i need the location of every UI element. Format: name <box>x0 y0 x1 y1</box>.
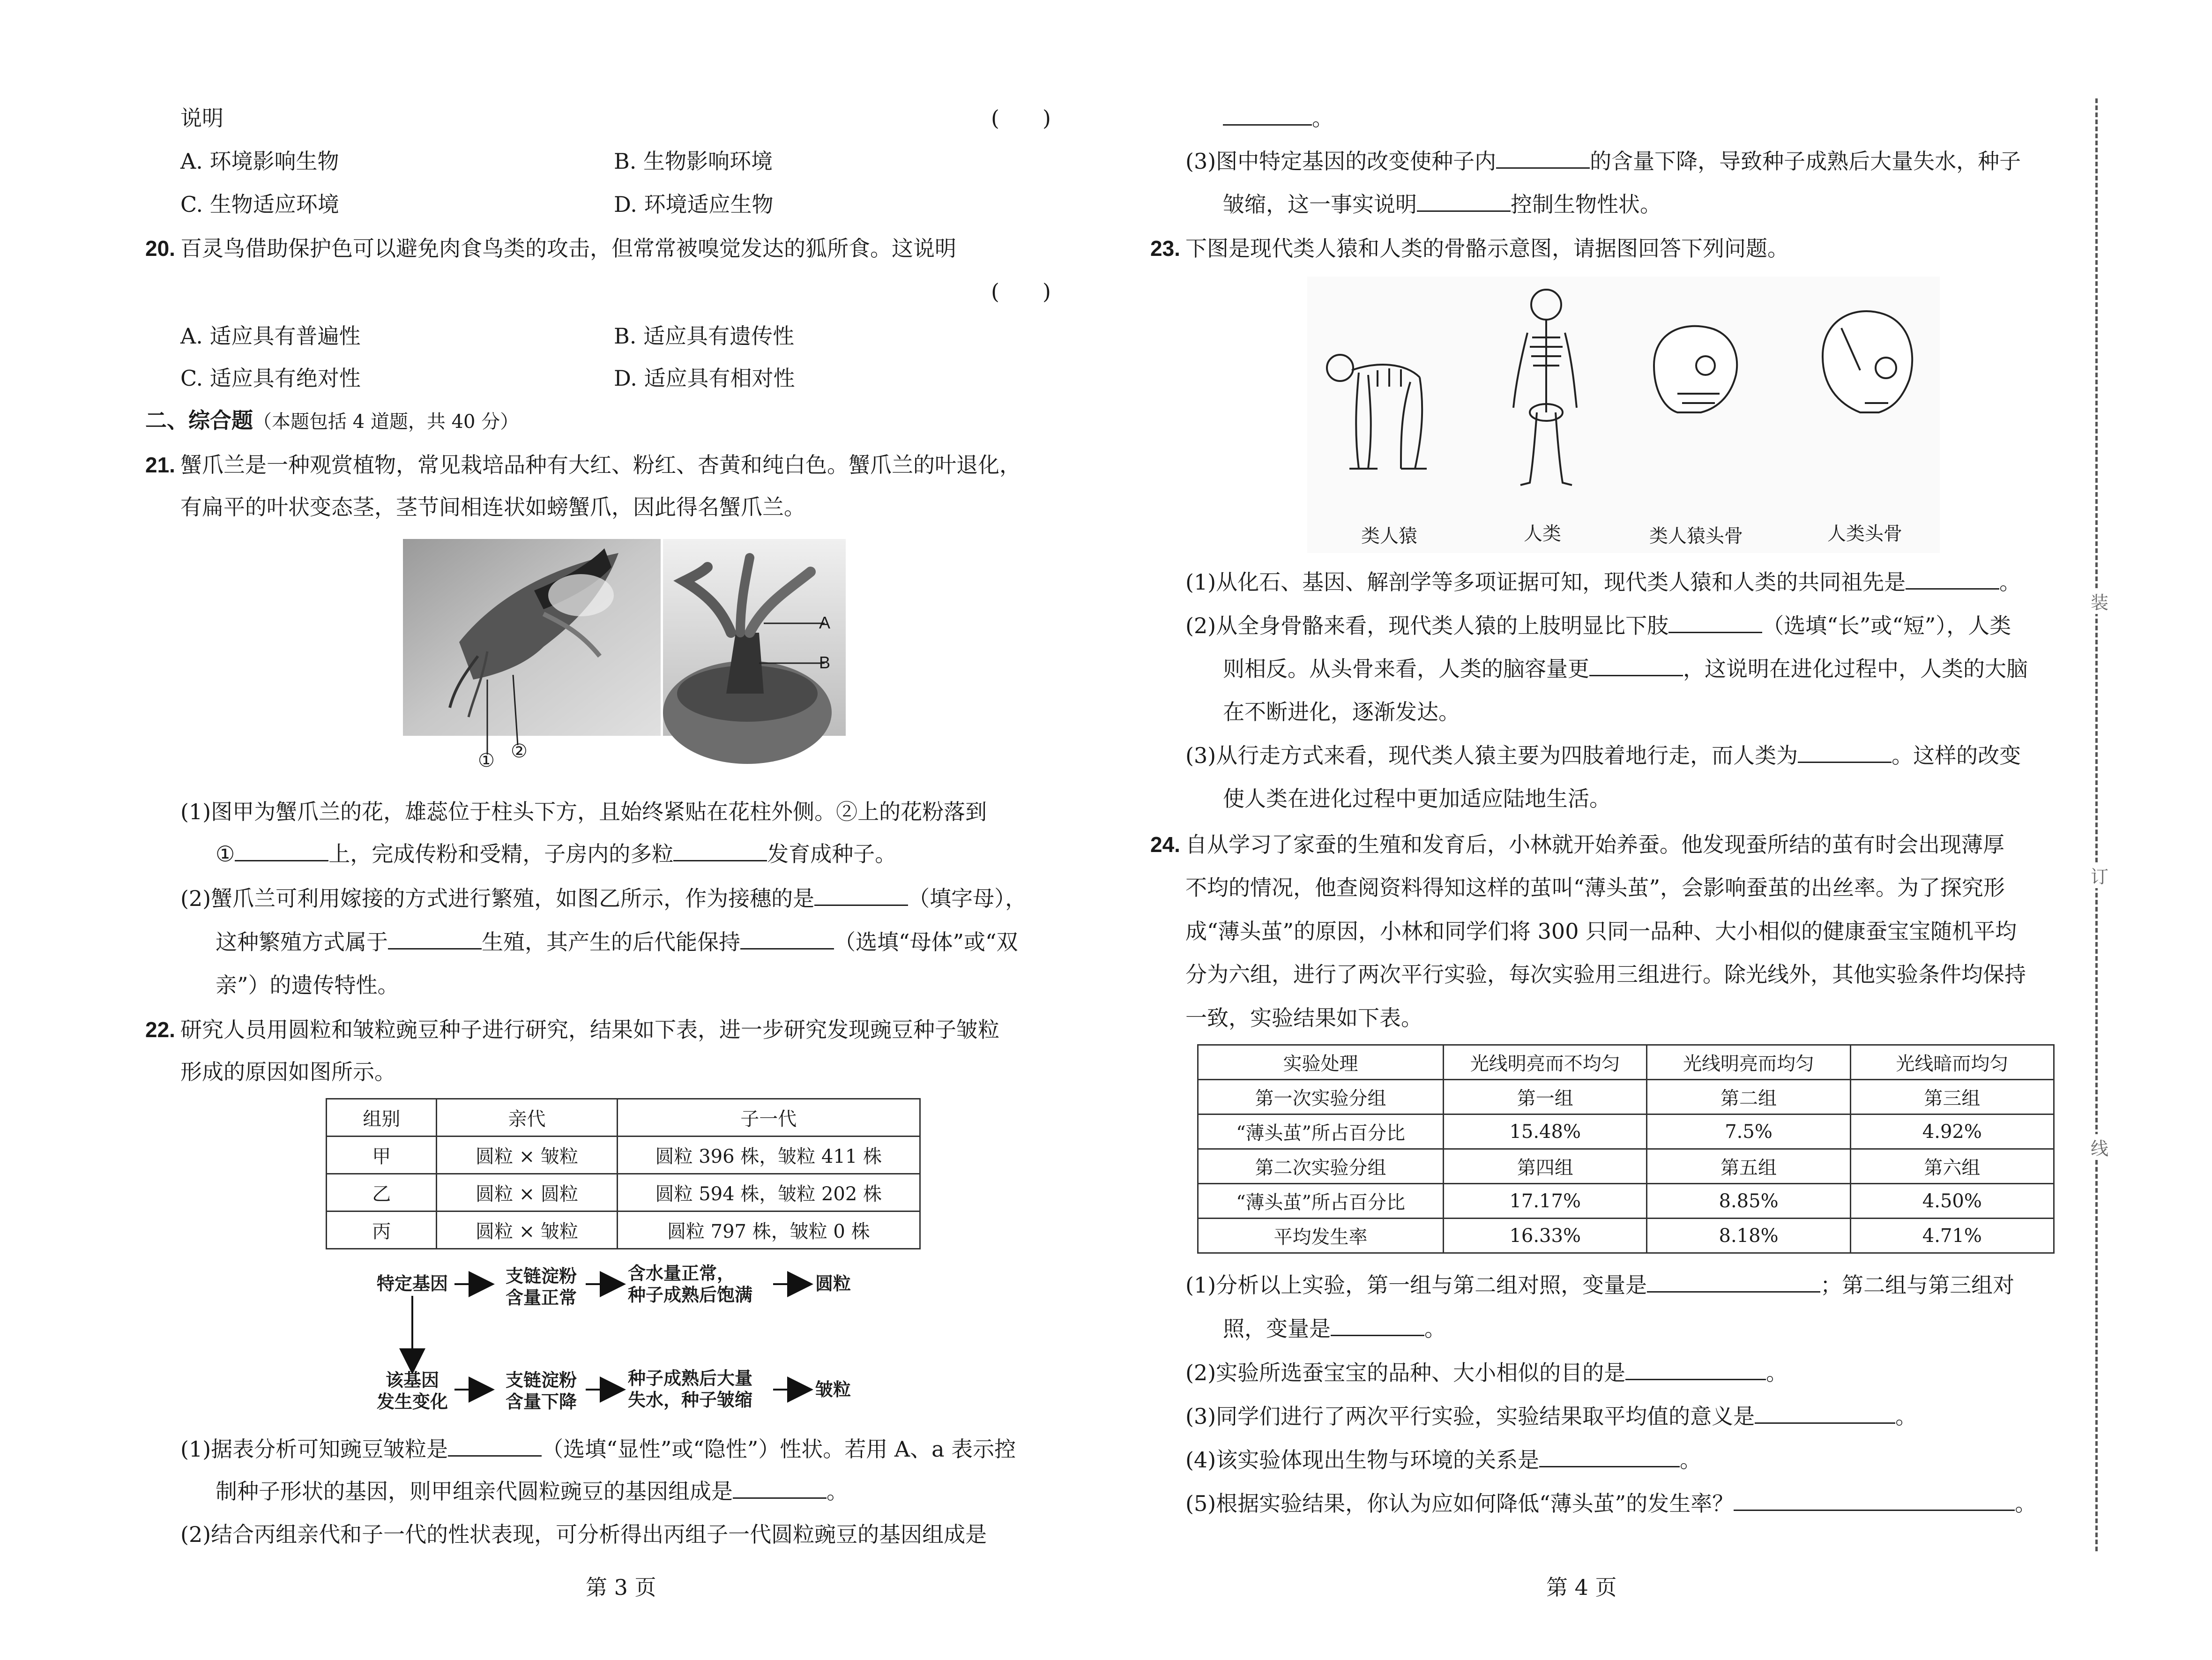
q20-number: 20. <box>145 236 175 261</box>
fig-label-one: ① <box>478 750 495 771</box>
q22-header-group: 组别 <box>327 1099 437 1137</box>
q23-p2-c: 则相反。从头骨来看，人类的脑容量更 <box>1223 656 1589 681</box>
ape-skull <box>1654 326 1737 412</box>
q21-blank-3[interactable] <box>814 900 908 906</box>
flow-amylose-normal-2: 含量正常 <box>505 1287 577 1308</box>
q21-stem-line2: 有扁平的叶状变态茎，茎节间相连状如螃蟹爪，因此得名蟹爪兰。 <box>180 494 805 520</box>
q22-part1-line2 <box>216 1476 848 1506</box>
flow-amylose-normal-1: 支链淀粉 <box>505 1266 577 1286</box>
q23-part2-line3: 在不断进化，逐渐发达。 <box>1223 699 1460 725</box>
binding-dashed-line <box>2095 98 2098 1551</box>
q22-cell: 丙 <box>327 1211 437 1249</box>
caption-ape-skull: 类人猿头骨 <box>1649 525 1743 547</box>
flow-water-normal <box>628 1263 773 1306</box>
q24-table-header <box>1198 1045 2054 1080</box>
q23-blank-4[interactable] <box>1798 757 1892 763</box>
human-skeleton <box>1513 290 1577 485</box>
flow-amylose-normal <box>497 1265 586 1309</box>
q24-cell: 4.50% <box>1850 1184 2054 1219</box>
q22-table <box>326 1098 921 1249</box>
section2-heading <box>145 405 519 437</box>
q22-p1-d: 。 <box>827 1479 848 1504</box>
q24-p3-b: 。 <box>1895 1404 1917 1429</box>
q21-blank-5[interactable] <box>740 943 834 950</box>
q20-option-a: A. 适应具有普遍性 <box>180 323 361 349</box>
crab-cactus-illustration <box>403 539 846 771</box>
q22-p1-b: （选填“显性”或“隐性”）性状。若用 A、a 表示控 <box>542 1436 1016 1462</box>
q24-p5-a: (5)根据实验结果，你认为应如何降低“薄头茧”的发生率？ <box>1185 1491 1734 1516</box>
q21-p1-b: 上，完成传粉和受精，子房内的多粒 <box>328 841 674 867</box>
q24-cell: 第二次实验分组 <box>1198 1149 1444 1184</box>
q21-number: 21. <box>145 453 175 477</box>
fig-label-two: ② <box>511 740 528 762</box>
q22-part3-line1 <box>1185 146 2021 176</box>
q22-blank-5[interactable] <box>1417 206 1511 212</box>
q22-blank-1[interactable] <box>448 1451 542 1457</box>
human-skull <box>1823 311 1912 412</box>
q20-stem: 百灵鸟借助保护色可以避免肉食鸟类的攻击，但常常被嗅觉发达的狐所食。这说明 <box>180 236 956 261</box>
q21-p2-e: （选填“母体”或“双 <box>834 929 1018 955</box>
q21-blank-4[interactable] <box>388 943 482 950</box>
flow-water-loss-2: 失水，种子皱缩 <box>628 1390 753 1410</box>
table-row <box>1198 1219 2054 1253</box>
q24-part5 <box>1185 1488 2036 1518</box>
q24-blank-1[interactable] <box>1647 1286 1820 1293</box>
q24-cell: 8.18% <box>1647 1219 1850 1253</box>
q22-blank-2[interactable] <box>733 1493 827 1499</box>
flow-gene-changed <box>370 1369 454 1413</box>
skeleton-illustration <box>1307 277 1940 553</box>
q24-number: 24. <box>1150 832 1180 857</box>
caption-human: 人类 <box>1524 523 1561 545</box>
q23-p3-a: (3)从行走方式来看，现代类人猿主要为四肢着地行走，而人类为 <box>1185 743 1798 768</box>
q22-cell: 甲 <box>327 1137 437 1174</box>
q21-part2-line2 <box>216 927 1018 957</box>
q20-option-c: C. 适应具有绝对性 <box>180 366 361 391</box>
q24-cell: 16.33% <box>1444 1219 1647 1253</box>
q23-blank-2[interactable] <box>1668 627 1762 633</box>
q22-stem-line2: 形成的原因如图所示。 <box>180 1059 396 1084</box>
q24-cell: 第三组 <box>1850 1080 2054 1114</box>
q24-cell: 17.17% <box>1444 1184 1647 1219</box>
q24-p1-c: 照，变量是 <box>1223 1316 1331 1341</box>
q21-p2-c: 这种繁殖方式属于 <box>216 929 388 955</box>
q21-p1-a: ① <box>216 841 235 867</box>
binding-mark-3: 线 <box>2091 1134 2108 1160</box>
page-number-left: 第 3 页 <box>586 1575 656 1600</box>
q20-option-b: B. 适应具有遗传性 <box>614 323 795 349</box>
flow-gene: 特定基因 <box>376 1273 448 1294</box>
table-row <box>327 1137 920 1174</box>
flow-water-normal-1: 含水量正常， <box>628 1263 735 1284</box>
q23-number: 23. <box>1150 236 1180 261</box>
q24-p3-a: (3)同学们进行了两次平行实验，实验结果取平均值的意义是 <box>1185 1404 1755 1429</box>
q22-cell: 圆粒 × 皱粒 <box>437 1137 617 1174</box>
q22-table-header <box>327 1099 920 1137</box>
q23-p2-a: (2)从全身骨骼来看，现代类人猿的上肢明显比下肢 <box>1185 613 1669 638</box>
q23-part3-line2: 使人类在进化过程中更加适应陆地生活。 <box>1223 786 1611 811</box>
q24-cell: 第一次实验分组 <box>1198 1080 1444 1114</box>
q22-cell: 圆粒 396 株，皱粒 411 株 <box>617 1137 920 1174</box>
table-row <box>1198 1114 2054 1149</box>
q24-part1-line1 <box>1185 1270 2014 1300</box>
table-row <box>1198 1080 2054 1114</box>
q22-stem-line1: 研究人员用圆粒和皱粒豌豆种子进行研究，结果如下表，进一步研究发现豌豆种子皱粒 <box>180 1017 999 1042</box>
q24-stem-line4: 分为六组，进行了两次平行实验，每次实验用三组进行。除光线外，其他实验条件均保持 <box>1185 962 2026 987</box>
q24-stem-line1: 自从学习了家蚕的生殖和发育后，小林就开始养蚕。他发现蚕所结的茧有时会出现薄厚 <box>1185 832 2004 857</box>
q24-blank-4[interactable] <box>1755 1418 1895 1424</box>
table-row <box>327 1174 920 1211</box>
q24-cell: 8.85% <box>1647 1184 1850 1219</box>
fig-label-a: A <box>819 613 831 632</box>
q19-option-d: D. 环境适应生物 <box>614 192 774 217</box>
q21-p2-d: 生殖，其产生的后代能保持 <box>482 929 740 955</box>
q24-header-bright-uneven: 光线明亮而不均匀 <box>1444 1045 1647 1080</box>
flow-amylose-low-1: 支链淀粉 <box>505 1370 577 1391</box>
q19-option-a: A. 环境影响生物 <box>180 149 339 174</box>
q22-cell: 圆粒 × 圆粒 <box>437 1174 617 1211</box>
section2-title: 二、综合题 <box>145 408 253 433</box>
q22-p3-c: 皱缩，这一事实说明 <box>1223 192 1417 217</box>
q22-part3-line2 <box>1223 189 1661 219</box>
section2-note: （本题包括 4 道题，共 40 分） <box>253 411 519 433</box>
q22-cell: 圆粒 594 株，皱粒 202 株 <box>617 1174 920 1211</box>
q24-stem-line2: 不均的情况，他查阅资料得知这样的茧叫“薄头茧”，会影响蚕茧的出丝率。为了探究形 <box>1185 875 2005 900</box>
q23-blank-1[interactable] <box>1906 583 1999 590</box>
skeleton-figure <box>1307 277 1940 553</box>
q24-p4-a: (4)该实验体现出生物与环境的关系是 <box>1185 1447 1540 1473</box>
q24-blank-2[interactable] <box>1331 1330 1424 1336</box>
q23-part3-line1 <box>1185 740 2021 770</box>
q22-part1-line1 <box>180 1434 1016 1464</box>
page-number-right: 第 4 页 <box>1546 1575 1617 1600</box>
q24-cell: 第六组 <box>1850 1149 2054 1184</box>
q24-p1-a: (1)分析以上实验，第一组与第二组对照，变量是 <box>1185 1272 1647 1298</box>
q24-p2-a: (2)实验所选蚕宝宝的品种、大小相似的目的是 <box>1185 1360 1626 1385</box>
q22-p1-a: (1)据表分析可知豌豆皱粒是 <box>180 1436 448 1462</box>
caption-ape: 类人猿 <box>1361 525 1417 547</box>
q22-p3-d: 控制生物性状。 <box>1511 192 1661 217</box>
q20-answer-paren: ( ) <box>991 279 1051 304</box>
q24-cell: 4.92% <box>1850 1114 2054 1149</box>
q22-part2-line2 <box>1223 103 1333 133</box>
q24-cell: 第四组 <box>1444 1149 1647 1184</box>
q24-stem-line5: 一致，实验结果如下表。 <box>1185 1005 1423 1031</box>
q24-p1-b: ；第二组与第三组对 <box>1820 1272 2015 1298</box>
flow-water-loss-1: 种子成熟后大量 <box>628 1368 753 1389</box>
q24-table <box>1197 1044 2055 1254</box>
q24-cell: 7.5% <box>1647 1114 1850 1149</box>
flow-amylose-low <box>497 1369 586 1413</box>
q24-part2 <box>1185 1358 1787 1388</box>
q24-part4 <box>1185 1445 1701 1475</box>
binding-mark-2: 订 <box>2091 862 2108 888</box>
q22-blank-3[interactable] <box>1223 120 1312 126</box>
flow-wrinkled: 皱粒 <box>815 1379 851 1400</box>
q22-cont-end: 。 <box>1312 105 1333 131</box>
q21-part2-line3: 亲”）的遗传特性。 <box>216 972 399 998</box>
ape-skeleton <box>1327 355 1427 469</box>
q22-blank-4[interactable] <box>1496 163 1590 169</box>
q21-stem-line1: 蟹爪兰是一种观赏植物，常见栽培品种有大红、粉红、杏黄和纯白色。蟹爪兰的叶退化， <box>180 452 1021 478</box>
q24-blank-5[interactable] <box>1539 1461 1680 1467</box>
q20-option-d: D. 适应具有相对性 <box>614 366 795 391</box>
table-row <box>1198 1184 2054 1219</box>
q24-part3 <box>1185 1401 1917 1431</box>
q24-cell: 第一组 <box>1444 1080 1647 1114</box>
q21-part2-line1 <box>180 883 1027 913</box>
q24-p5-b: 。 <box>2015 1491 2037 1516</box>
q24-cell: “薄头茧”所占百分比 <box>1198 1114 1444 1149</box>
q24-header-dark-even: 光线暗而均匀 <box>1850 1045 2054 1080</box>
q22-p3-a: (3)图中特定基因的改变使种子内 <box>1185 149 1497 174</box>
flow-water-loss <box>628 1368 773 1411</box>
q21-part1-line1: (1)图甲为蟹爪兰的花，雄蕊位于柱头下方，且始终紧贴在花柱外侧。②上的花粉落到 <box>180 799 987 824</box>
q23-p1-b: 。 <box>1999 569 2021 595</box>
q21-part1-line2 <box>216 839 896 869</box>
q24-p2-b: 。 <box>1766 1360 1788 1385</box>
gene-flow-diagram <box>370 1265 886 1434</box>
q23-p2-d: ，这说明在进化过程中，人类的大脑 <box>1683 656 2028 681</box>
q22-cell: 圆粒 × 皱粒 <box>437 1211 617 1249</box>
q24-p4-b: 。 <box>1680 1447 1702 1473</box>
q21-blank-2[interactable] <box>673 855 767 861</box>
q21-p1-c: 发育成种子。 <box>767 841 897 867</box>
flow-round: 圆粒 <box>815 1273 851 1294</box>
q23-stem: 下图是现代类人猿和人类的骨骼示意图，请据图回答下列问题。 <box>1185 236 1789 261</box>
crab-cactus-figure <box>403 539 846 771</box>
q21-p2-b: （填字母）， <box>908 886 1027 911</box>
q24-header-bright-even: 光线明亮而均匀 <box>1647 1045 1850 1080</box>
flow-gene-changed-2: 发生变化 <box>376 1391 448 1412</box>
fig-label-b: B <box>819 653 831 672</box>
q23-blank-3[interactable] <box>1589 670 1683 676</box>
q23-p1-a: (1)从化石、基因、解剖学等多项证据可知，现代类人猿和人类的共同祖先是 <box>1185 569 1906 595</box>
q22-p3-b: 的含量下降，导致种子成熟后大量失水，种子 <box>1590 149 2021 174</box>
flow-gene-changed-1: 该基因 <box>385 1370 439 1391</box>
q24-part1-line2 <box>1223 1314 1446 1344</box>
q23-part2-line1 <box>1185 611 2011 641</box>
q19-option-c: C. 生物适应环境 <box>180 192 339 217</box>
q23-part1 <box>1185 567 2021 597</box>
q24-cell: “薄头茧”所占百分比 <box>1198 1184 1444 1219</box>
q24-cell: 第二组 <box>1647 1080 1850 1114</box>
q24-blank-3[interactable] <box>1625 1374 1766 1380</box>
q24-cell: 15.48% <box>1444 1114 1647 1149</box>
q22-header-parent: 亲代 <box>437 1099 617 1137</box>
flow-amylose-low-2: 含量下降 <box>505 1391 577 1412</box>
caption-human-skull: 人类头骨 <box>1827 523 1902 545</box>
q24-header-treatment: 实验处理 <box>1198 1045 1444 1080</box>
q23-part2-line2 <box>1223 654 2028 684</box>
q21-p2-a: (2)蟹爪兰可利用嫁接的方式进行繁殖，如图乙所示，作为接穗的是 <box>180 886 815 911</box>
q22-part2-line1: (2)结合丙组亲代和子一代的性状表现，可分析得出丙组子一代圆粒豌豆的基因组成是 <box>180 1522 987 1547</box>
q24-p1-d: 。 <box>1424 1316 1446 1341</box>
q22-cell: 圆粒 797 株，皱粒 0 株 <box>617 1211 920 1249</box>
q22-header-offspring: 子一代 <box>617 1099 920 1137</box>
q23-p3-b: 。这样的改变 <box>1892 743 2021 768</box>
binding-mark-1: 装 <box>2091 588 2108 614</box>
q19-answer-paren: ( ) <box>991 105 1051 131</box>
q22-number: 22. <box>145 1017 175 1042</box>
q22-p1-c: 制种子形状的基因，则甲组亲代圆粒豌豆的基因组成是 <box>216 1479 733 1504</box>
q24-stem-line3: 成“薄头茧”的原因，小林和同学们将 300 只同一品种、大小相似的健康蚕宝宝随机平均 <box>1185 919 2017 944</box>
table-row <box>327 1211 920 1249</box>
q22-cell: 乙 <box>327 1174 437 1211</box>
q24-cell: 平均发生率 <box>1198 1219 1444 1253</box>
table-row <box>1198 1149 2054 1184</box>
q24-cell: 第五组 <box>1647 1149 1850 1184</box>
flow-water-normal-2: 种子成熟后饱满 <box>628 1285 753 1305</box>
q24-blank-6[interactable] <box>1734 1505 2015 1511</box>
q24-cell: 4.71% <box>1850 1219 2054 1253</box>
q21-blank-1[interactable] <box>235 855 328 861</box>
q19-option-b: B. 生物影响环境 <box>614 149 773 174</box>
q19-stem-end: 说明 <box>180 105 223 131</box>
q23-p2-b: （选填“长”或“短”），人类 <box>1762 613 2011 638</box>
